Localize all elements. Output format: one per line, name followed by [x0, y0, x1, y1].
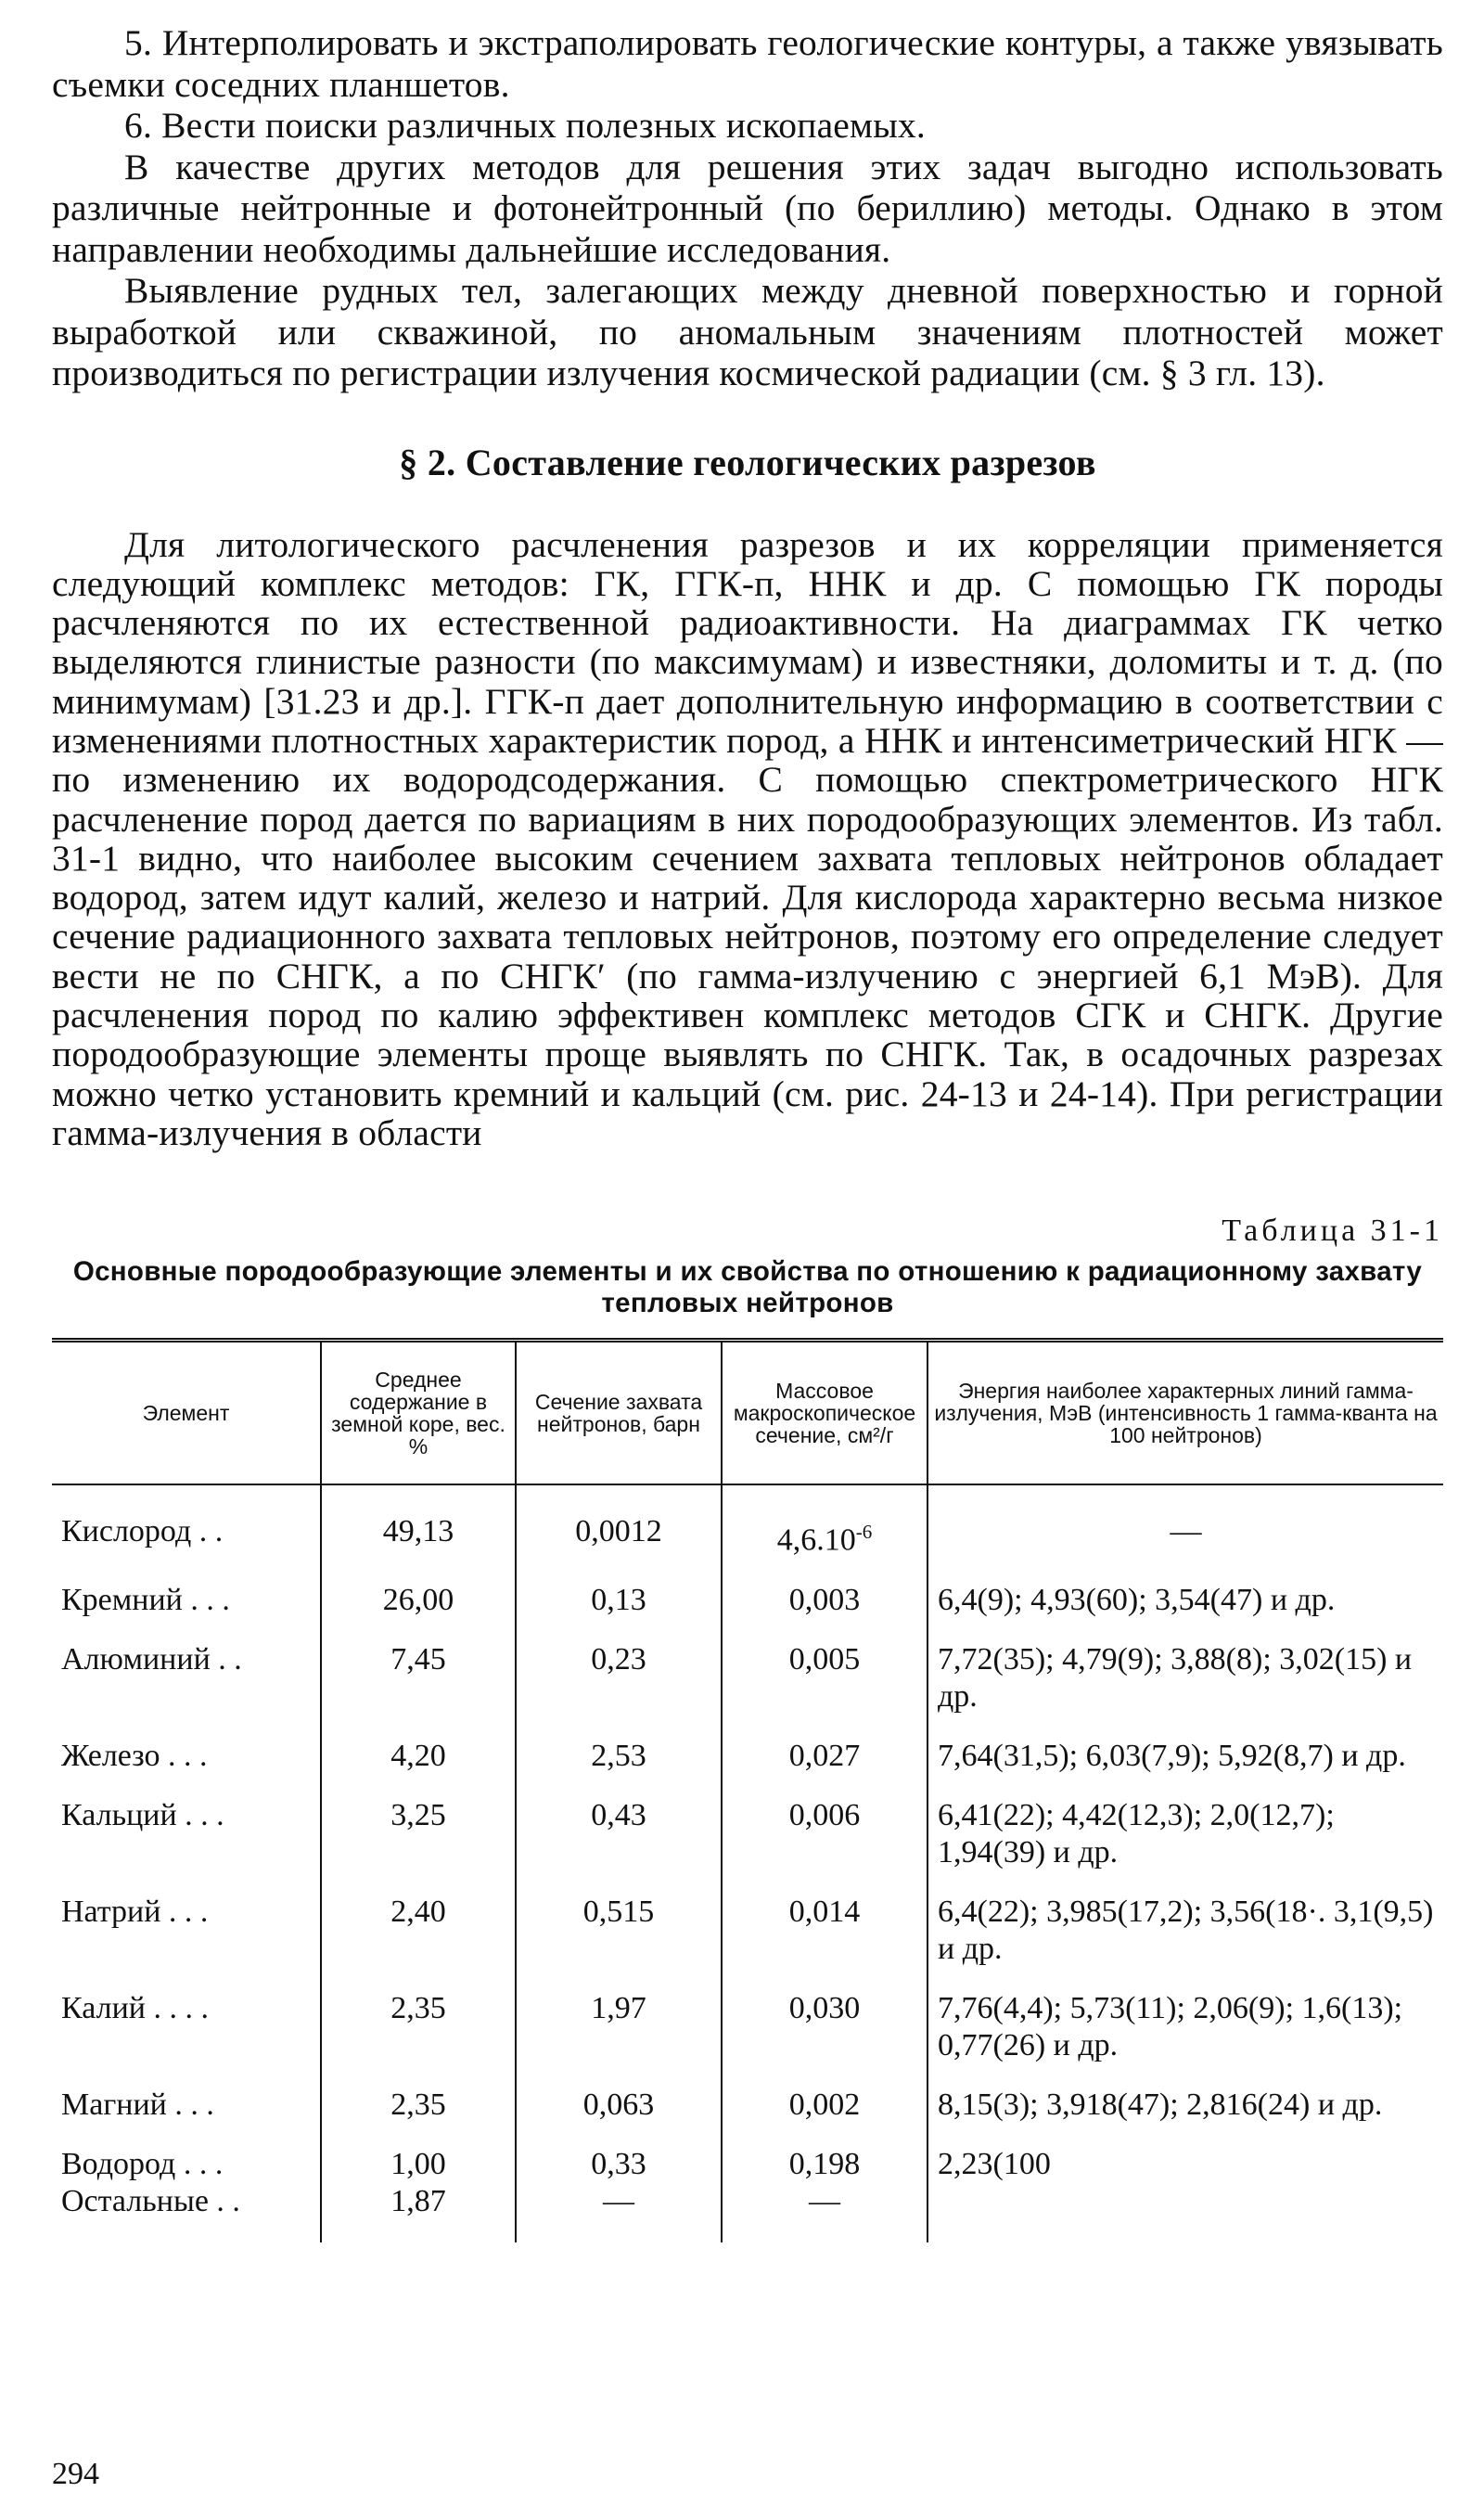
page-number: 294 — [52, 2457, 99, 2491]
col-header-element: Элемент — [52, 1341, 321, 1485]
cell-element: Водород . . . — [61, 2146, 224, 2181]
cell-energy: — — [928, 1484, 1443, 1581]
paragraph-lithology: Для литологического расчленения разрезов и их корреляции применяется следующий комплекс методов: ГК, ГГК-п, ННК и др. С помощью ГК породы расчленяются по их естественной радиоактивности. На диаграммах ГК четко выделяются глинистые разности (по максимумам) и известняки, доломиты и т. д. (по минимумам) [31.23 и др.]. ГГК-п дает дополнительную информацию в соответствии с изменениями плотностных характеристик пород, а ННК и интенсиметрический НГК — по изменению их водородсодержания. С помощью спектрометрического НГК расчленение пород дается по вариациям в них породообразующих элементов. Из табл. 31-1 видно, что наиболее высоким сечением захвата тепловых нейтронов обладает водород, затем идут калий, железо и натрий. Для кислорода характерно весьма низкое сечение радиационного захвата тепловых нейтронов, поэтому его определение следует вести не по СНГК, а по СНГК′ (по гамма-излучению с энергией 6,1 МэВ). Для расчленения пород по калию эффективен комплекс методов СГК и СНГК. Другие породообразующие элементы проще выявлять по СНГК. Так, в осадочных разрезах можно четко установить кремний и кальций (см. рис. 24-13 и 24-14). При регистрации гамма-излучения в области — [52, 523, 1443, 1153]
cell-element: Калий . . . . — [61, 1990, 209, 2025]
table-row — [52, 2146, 1443, 2183]
cell-element: Остальные . . — [61, 2183, 240, 2218]
cell-cross: 0,23 — [516, 1641, 722, 1738]
paragraph-ore-bodies: Выявление рудных тел, залегающих между дневной поверхностью и горной выработкой или скважиной, по аномальным значениям плотностей может производиться по регистрации излучения космической радиации (см. § 3 гл. 13). — [52, 270, 1443, 393]
paragraph-item-6: 6. Вести поиски различных полезных ископаемых. — [124, 105, 927, 146]
table-row — [52, 1738, 1443, 1797]
cell-cross: 0,0012 — [516, 1484, 722, 1581]
cell-energy: 7,72(35); 4,79(9); 3,88(8); 3,02(15) и др. — [928, 1641, 1443, 1738]
col-header-cross-section: Сечение захвата нейтронов, барн — [516, 1341, 722, 1485]
cell-content: 2,35 — [321, 1990, 516, 2087]
col-header-energy: Энергия наиболее характерных линий гамма-излучения, МэВ (интенсивность 1 гамма-кванта на 100 нейтронов) — [928, 1341, 1443, 1485]
table-row — [52, 1894, 1443, 1990]
cell-content: 26,00 — [321, 1582, 516, 1641]
cell-cross: — — [516, 2183, 722, 2242]
cell-mass-exponent: -6 — [855, 1521, 873, 1544]
elements-table — [52, 1338, 1443, 2242]
cell-content: 7,45 — [321, 1641, 516, 1738]
section-title: § 2. Составление геологических разрезов — [399, 441, 1096, 483]
cell-mass — [722, 1484, 928, 1581]
cell-mass: 0,006 — [722, 1797, 928, 1894]
cell-cross: 0,063 — [516, 2087, 722, 2146]
table-row — [52, 1484, 1443, 1581]
table-label: Таблица 31-1 — [1222, 1214, 1443, 1249]
cell-mass: 0,005 — [722, 1641, 928, 1738]
cell-mass: 0,030 — [722, 1990, 928, 2087]
cell-mass: — — [722, 2183, 928, 2242]
cell-cross: 0,13 — [516, 1582, 722, 1641]
cell-mass-base: 4,6.10 — [776, 1522, 856, 1558]
cell-content: 2,40 — [321, 1894, 516, 1990]
table-row — [52, 1990, 1443, 2087]
cell-content: 2,35 — [321, 2087, 516, 2146]
cell-energy: 8,15(3); 3,918(47); 2,816(24) и др. — [928, 2087, 1443, 2146]
cell-energy: 7,64(31,5); 6,03(7,9); 5,92(8,7) и др. — [928, 1738, 1443, 1797]
cell-mass: 0,002 — [722, 2087, 928, 2146]
cell-content: 1,87 — [321, 2183, 516, 2242]
cell-content: 49,13 — [321, 1484, 516, 1581]
cell-element: Алюминий . . — [61, 1641, 242, 1677]
cell-energy: 6,41(22); 4,42(12,3); 2,0(12,7); 1,94(39) и др. — [928, 1797, 1443, 1894]
cell-energy — [928, 2183, 1443, 2242]
cell-energy: 2,23(100 — [928, 2146, 1443, 2183]
cell-element: Кремний . . . — [61, 1582, 230, 1617]
cell-element: Натрий . . . — [61, 1894, 209, 1929]
cell-cross: 0,43 — [516, 1797, 722, 1894]
cell-content: 3,25 — [321, 1797, 516, 1894]
cell-element: Кислород . . — [61, 1514, 224, 1549]
cell-element: Железо . . . — [61, 1738, 208, 1773]
table-row — [52, 2183, 1443, 2242]
cell-energy: 6,4(9); 4,93(60); 3,54(47) и др. — [928, 1582, 1443, 1641]
page — [52, 22, 1443, 2242]
cell-cross: 0,515 — [516, 1894, 722, 1990]
cell-mass: 0,198 — [722, 2146, 928, 2183]
cell-mass: 0,003 — [722, 1582, 928, 1641]
cell-mass: 0,014 — [722, 1894, 928, 1990]
cell-cross: 2,53 — [516, 1738, 722, 1797]
cell-mass: 0,027 — [722, 1738, 928, 1797]
table-title: Основные породообразующие элементы и их свойства по отношению к радиационному захвату тепловых нейтронов — [72, 1256, 1423, 1319]
col-header-content: Среднее содержание в земной коре, вес. % — [321, 1341, 516, 1485]
paragraph-other-methods: В качестве других методов для решения этих задач выгодно использовать различные нейтронные и фотонейтронный (по бериллию) методы. Однако в этом направлении необходимы дальнейшие исследования. — [52, 146, 1443, 270]
table-row — [52, 1641, 1443, 1738]
cell-cross: 1,97 — [516, 1990, 722, 2087]
cell-content: 4,20 — [321, 1738, 516, 1797]
cell-energy: 6,4(22); 3,985(17,2); 3,56(18·. 3,1(9,5) и др. — [928, 1894, 1443, 1990]
cell-element: Магний . . . — [61, 2087, 214, 2122]
cell-content: 1,00 — [321, 2146, 516, 2183]
cell-element: Кальций . . . — [61, 1797, 224, 1832]
col-header-mass-section: Массовое макроскопическое сечение, см²/г — [722, 1341, 928, 1485]
cell-cross: 0,33 — [516, 2146, 722, 2183]
table-row — [52, 1582, 1443, 1641]
table-header-row — [52, 1341, 1443, 1485]
table-row — [52, 1797, 1443, 1894]
table-row — [52, 2087, 1443, 2146]
paragraph-item-5: 5. Интерполировать и экстраполировать геологические контуры, а также увязывать съемки соседних планшетов. — [52, 22, 1443, 105]
cell-energy: 7,76(4,4); 5,73(11); 2,06(9); 1,6(13); 0,77(26) и др. — [928, 1990, 1443, 2087]
